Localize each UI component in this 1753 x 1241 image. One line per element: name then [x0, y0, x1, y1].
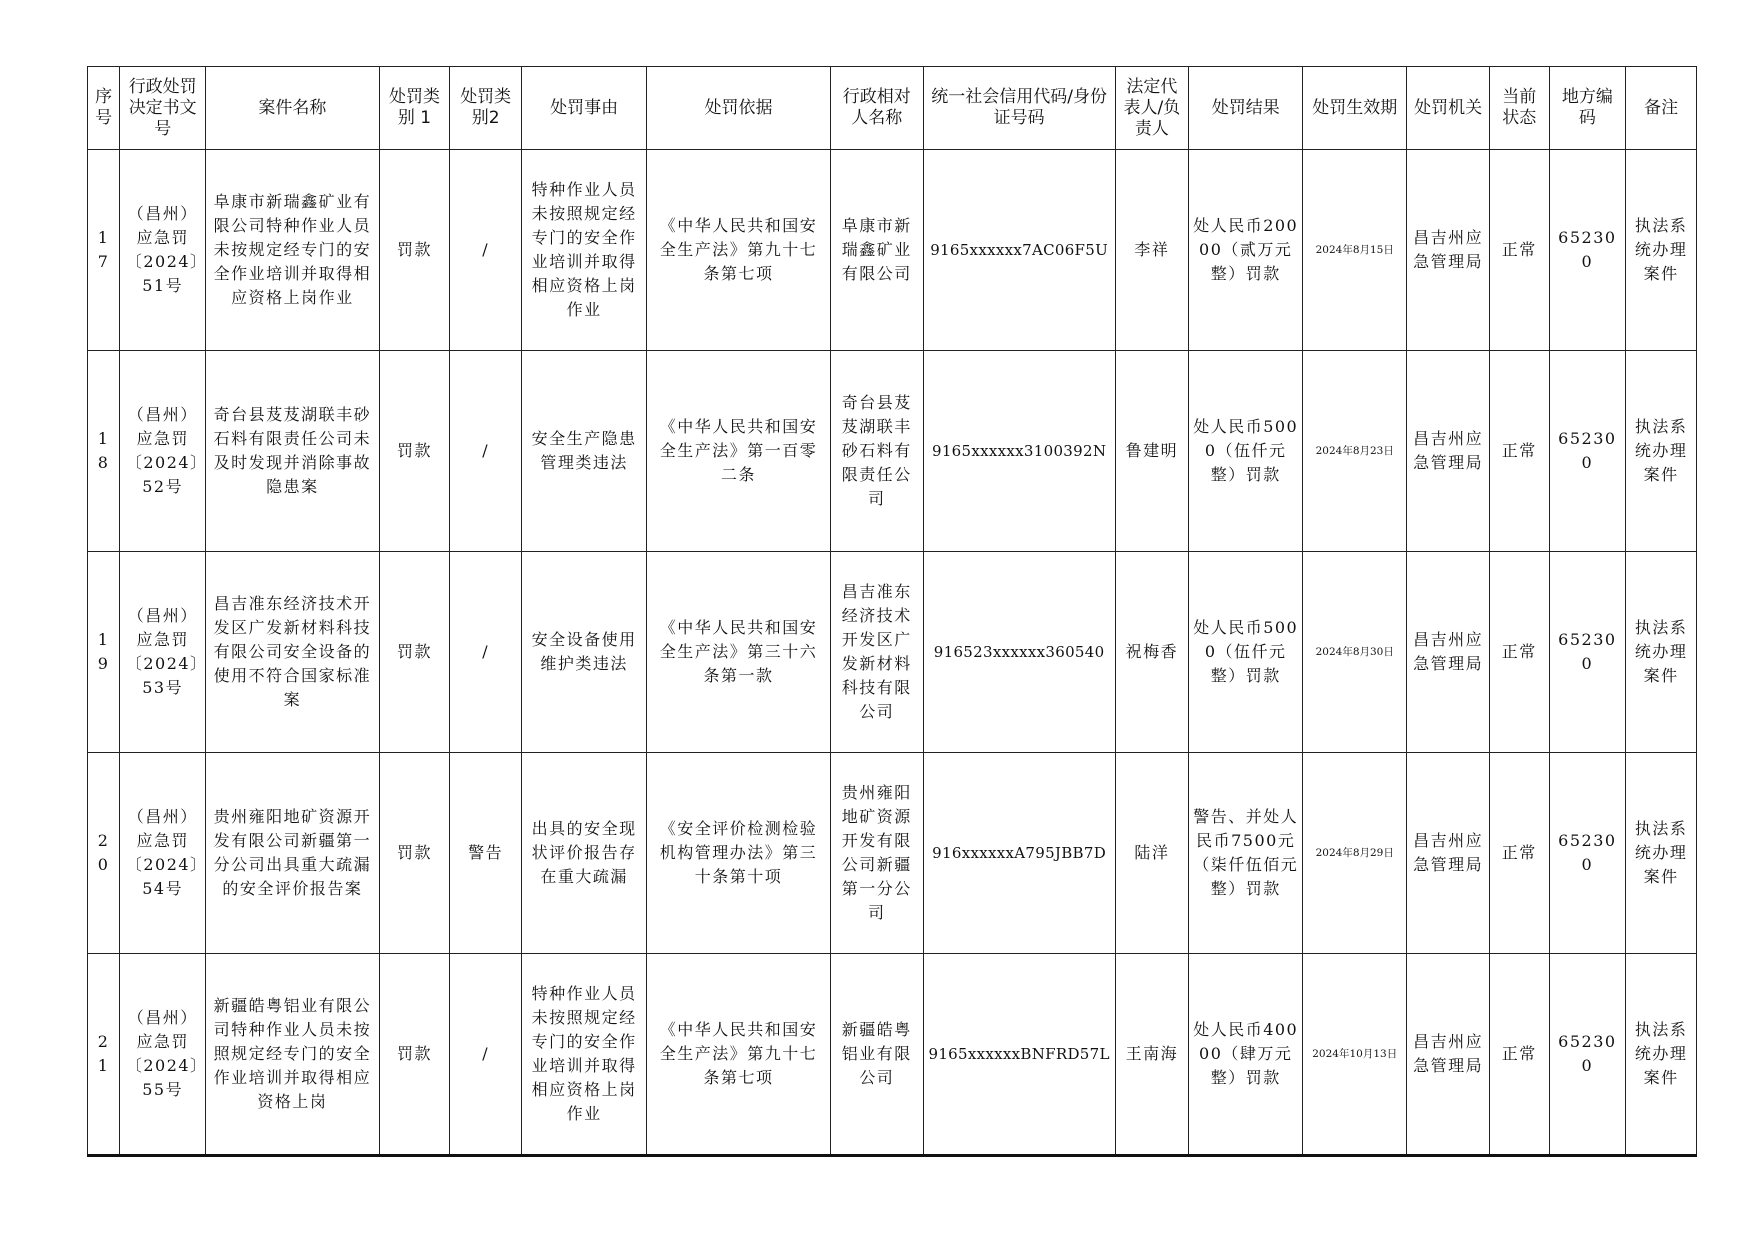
- header-authority: 处罚机关: [1407, 67, 1490, 150]
- cell-result: 警告、并处人民币7500元（柒仟伍佰元整）罚款: [1189, 753, 1303, 954]
- cell-party: 昌吉准东经济技术开发区广发新材料科技有限公司: [830, 552, 923, 753]
- cell-rep: 鲁建明: [1115, 351, 1189, 552]
- cell-status: 正常: [1489, 150, 1549, 351]
- cell-seq: 21: [88, 954, 120, 1156]
- cell-basis: 《中华人民共和国安全生产法》第九十七条第七项: [647, 150, 831, 351]
- cell-code: 9165xxxxxxBNFRD57L: [923, 954, 1115, 1156]
- table-row: [88, 552, 1697, 753]
- cell-seq: 19: [88, 552, 120, 753]
- cell-doc-no: （昌州）应急罚〔2024〕53号: [120, 552, 206, 753]
- header-code: 统一社会信用代码/身份证号码: [923, 67, 1115, 150]
- cell-type2: /: [450, 150, 522, 351]
- cell-type2: /: [450, 954, 522, 1156]
- header-reason: 处罚事由: [522, 67, 647, 150]
- cell-status: 正常: [1489, 954, 1549, 1156]
- cell-type2: /: [450, 552, 522, 753]
- table-body: [88, 150, 1697, 1156]
- cell-rep: 王南海: [1115, 954, 1189, 1156]
- cell-basis: 《安全评价检测检验机构管理办法》第三十条第十项: [647, 753, 831, 954]
- table-row: [88, 954, 1697, 1156]
- cell-date: 2024年8月30日: [1303, 552, 1407, 753]
- header-seq: 序号: [88, 67, 120, 150]
- cell-case-name: 阜康市新瑞鑫矿业有限公司特种作业人员未按规定经专门的安全作业培训并取得相应资格上岗作业: [206, 150, 380, 351]
- cell-result: 处人民币40000（肆万元整）罚款: [1189, 954, 1303, 1156]
- cell-type1: 罚款: [379, 954, 450, 1156]
- cell-date: 2024年8月29日: [1303, 753, 1407, 954]
- penalty-table: [87, 66, 1697, 1157]
- cell-region: 652300: [1549, 351, 1626, 552]
- header-type1: 处罚类别 1: [379, 67, 450, 150]
- cell-date: 2024年8月23日: [1303, 351, 1407, 552]
- cell-type2: 警告: [450, 753, 522, 954]
- cell-remark: 执法系统办理案件: [1626, 351, 1697, 552]
- header-result: 处罚结果: [1189, 67, 1303, 150]
- table-row: [88, 351, 1697, 552]
- cell-result: 处人民币20000（贰万元整）罚款: [1189, 150, 1303, 351]
- header-date: 处罚生效期: [1303, 67, 1407, 150]
- cell-party: 奇台县芨芨湖联丰砂石料有限责任公司: [830, 351, 923, 552]
- cell-date: 2024年10月13日: [1303, 954, 1407, 1156]
- cell-reason: 出具的安全现状评价报告存在重大疏漏: [522, 753, 647, 954]
- cell-authority: 昌吉州应急管理局: [1407, 150, 1490, 351]
- cell-doc-no: （昌州）应急罚〔2024〕51号: [120, 150, 206, 351]
- cell-type1: 罚款: [379, 150, 450, 351]
- cell-rep: 李祥: [1115, 150, 1189, 351]
- cell-region: 652300: [1549, 552, 1626, 753]
- table-header: [88, 67, 1697, 150]
- cell-status: 正常: [1489, 552, 1549, 753]
- cell-authority: 昌吉州应急管理局: [1407, 351, 1490, 552]
- cell-date: 2024年8月15日: [1303, 150, 1407, 351]
- cell-authority: 昌吉州应急管理局: [1407, 753, 1490, 954]
- cell-code: 9165xxxxxx7AC06F5U: [923, 150, 1115, 351]
- cell-type1: 罚款: [379, 552, 450, 753]
- header-doc-no: 行政处罚决定书文号: [120, 67, 206, 150]
- header-status: 当前状态: [1489, 67, 1549, 150]
- cell-reason: 安全设备使用维护类违法: [522, 552, 647, 753]
- cell-rep: 陆洋: [1115, 753, 1189, 954]
- cell-reason: 特种作业人员未按照规定经专门的安全作业培训并取得相应资格上岗作业: [522, 150, 647, 351]
- cell-status: 正常: [1489, 351, 1549, 552]
- cell-basis: 《中华人民共和国安全生产法》第三十六条第一款: [647, 552, 831, 753]
- header-basis: 处罚依据: [647, 67, 831, 150]
- cell-code: 916xxxxxxA795JBB7D: [923, 753, 1115, 954]
- header-rep: 法定代表人/负责人: [1115, 67, 1189, 150]
- cell-doc-no: （昌州）应急罚〔2024〕52号: [120, 351, 206, 552]
- cell-doc-no: （昌州）应急罚〔2024〕54号: [120, 753, 206, 954]
- cell-case-name: 昌吉准东经济技术开发区广发新材料科技有限公司安全设备的使用不符合国家标准案: [206, 552, 380, 753]
- cell-authority: 昌吉州应急管理局: [1407, 954, 1490, 1156]
- header-type2: 处罚类别2: [450, 67, 522, 150]
- cell-basis: 《中华人民共和国安全生产法》第九十七条第七项: [647, 954, 831, 1156]
- header-party: 行政相对人名称: [830, 67, 923, 150]
- header-remark: 备注: [1626, 67, 1697, 150]
- cell-remark: 执法系统办理案件: [1626, 552, 1697, 753]
- cell-seq: 20: [88, 753, 120, 954]
- table-row: [88, 753, 1697, 954]
- cell-party: 阜康市新瑞鑫矿业有限公司: [830, 150, 923, 351]
- cell-code: 916523xxxxxx360540: [923, 552, 1115, 753]
- cell-rep: 祝梅香: [1115, 552, 1189, 753]
- cell-remark: 执法系统办理案件: [1626, 150, 1697, 351]
- cell-code: 9165xxxxxx3100392N: [923, 351, 1115, 552]
- cell-case-name: 奇台县芨芨湖联丰砂石料有限责任公司未及时发现并消除事故隐患案: [206, 351, 380, 552]
- cell-party: 新疆皓粤铝业有限公司: [830, 954, 923, 1156]
- cell-region: 652300: [1549, 753, 1626, 954]
- header-region: 地方编码: [1549, 67, 1626, 150]
- cell-seq: 17: [88, 150, 120, 351]
- cell-remark: 执法系统办理案件: [1626, 954, 1697, 1156]
- cell-seq: 18: [88, 351, 120, 552]
- cell-status: 正常: [1489, 753, 1549, 954]
- cell-doc-no: （昌州）应急罚〔2024〕55号: [120, 954, 206, 1156]
- table-row: [88, 150, 1697, 351]
- cell-authority: 昌吉州应急管理局: [1407, 552, 1490, 753]
- cell-party: 贵州雍阳地矿资源开发有限公司新疆第一分公司: [830, 753, 923, 954]
- cell-type1: 罚款: [379, 351, 450, 552]
- cell-reason: 安全生产隐患管理类违法: [522, 351, 647, 552]
- cell-region: 652300: [1549, 954, 1626, 1156]
- cell-type1: 罚款: [379, 753, 450, 954]
- cell-case-name: 贵州雍阳地矿资源开发有限公司新疆第一分公司出具重大疏漏的安全评价报告案: [206, 753, 380, 954]
- cell-remark: 执法系统办理案件: [1626, 753, 1697, 954]
- header-case-name: 案件名称: [206, 67, 380, 150]
- cell-region: 652300: [1549, 150, 1626, 351]
- cell-result: 处人民币5000（伍仟元整）罚款: [1189, 351, 1303, 552]
- cell-basis: 《中华人民共和国安全生产法》第一百零二条: [647, 351, 831, 552]
- cell-result: 处人民币5000（伍仟元整）罚款: [1189, 552, 1303, 753]
- cell-reason: 特种作业人员未按照规定经专门的安全作业培训并取得相应资格上岗作业: [522, 954, 647, 1156]
- header-row: [88, 67, 1697, 150]
- cell-case-name: 新疆皓粤铝业有限公司特种作业人员未按照规定经专门的安全作业培训并取得相应资格上岗: [206, 954, 380, 1156]
- cell-type2: /: [450, 351, 522, 552]
